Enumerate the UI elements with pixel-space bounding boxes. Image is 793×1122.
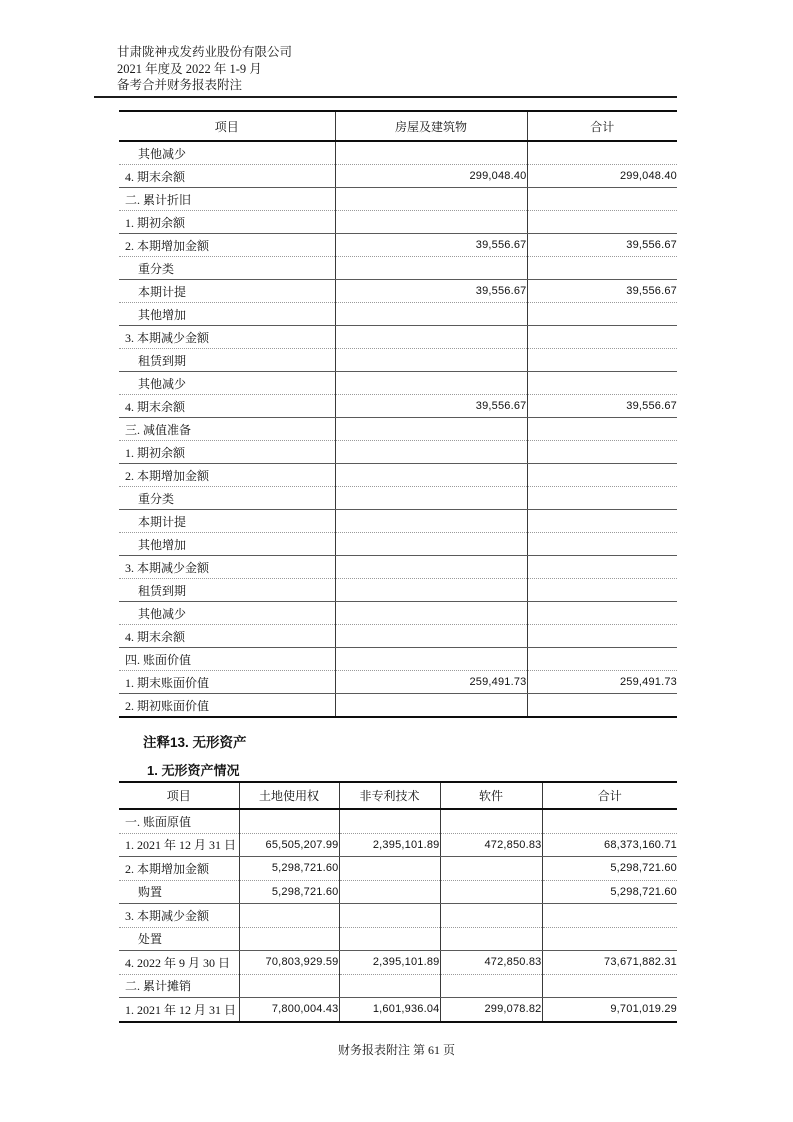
cell-value (335, 487, 527, 510)
row-label: 1. 2021 年 12 月 31 日 (125, 1002, 237, 1017)
row-label: 3. 本期减少金额 (119, 904, 239, 928)
cell-value (527, 694, 677, 718)
row-label: 租赁到期 (119, 579, 335, 602)
cell-value: 39,556.67 (335, 395, 527, 418)
table-row (119, 141, 677, 165)
table-row (119, 418, 677, 441)
fixed-assets-depreciation-table (119, 110, 677, 718)
cell-value: 39,556.67 (335, 234, 527, 257)
row-label: 4. 期末余额 (119, 165, 335, 188)
cell-value (527, 349, 677, 372)
table-row (119, 303, 677, 326)
row-label: 2. 期初账面价值 (125, 698, 210, 713)
row-label: 1. 期末账面价值 (119, 671, 335, 694)
cell-value (335, 533, 527, 556)
row-label: 一. 账面原值 (119, 809, 239, 833)
row-label: 二. 累计折旧 (119, 188, 335, 211)
row-label: 2. 本期增加金额 (119, 234, 335, 257)
column-header-land-use-rights: 土地使用权 (239, 782, 339, 809)
row-label: 4. 2022 年 9 月 30 日 (119, 951, 239, 975)
cell-value (335, 441, 527, 464)
table-row (119, 395, 677, 418)
cell-value (335, 257, 527, 280)
column-header-total: 合计 (527, 111, 677, 141)
cell-value (527, 418, 677, 441)
row-label: 本期计提 (119, 280, 335, 303)
cell-value (527, 579, 677, 602)
table-row (119, 880, 677, 904)
row-label: 其他减少 (119, 141, 335, 165)
company-name: 甘肃陇神戎发药业股份有限公司 (117, 45, 293, 59)
cell-value (527, 211, 677, 234)
cell-value: 299,048.40 (527, 165, 677, 188)
cell-value: 299,078.82 (440, 998, 542, 1022)
row-label: 购置 (119, 880, 239, 904)
cell-value (335, 211, 527, 234)
cell-value (440, 927, 542, 951)
cell-value: 7,800,004.43 (239, 998, 339, 1022)
table-row (119, 165, 677, 188)
cell-value (335, 579, 527, 602)
column-header-item: 项目 (119, 111, 335, 141)
cell-value (527, 188, 677, 211)
table-header-row (119, 111, 677, 141)
column-header-nonpatent-tech: 非专利技术 (339, 782, 440, 809)
cell-value: 70,803,929.59 (239, 951, 339, 975)
cell-value (527, 372, 677, 395)
cell-value (440, 809, 542, 833)
row-label: 本期计提 (119, 510, 335, 533)
cell-value: 2,395,101.89 (339, 951, 440, 975)
cell-value (527, 441, 677, 464)
cell-value (335, 694, 527, 718)
cell-value (239, 809, 339, 833)
cell-value (335, 556, 527, 579)
cell-value (527, 556, 677, 579)
row-label: 三. 减值准备 (119, 418, 335, 441)
row-label: 1. 2021 年 12 月 31 日 (119, 833, 239, 857)
cell-value (527, 487, 677, 510)
cell-value (527, 326, 677, 349)
cell-value: 5,298,721.60 (542, 857, 677, 881)
cell-value (527, 464, 677, 487)
column-header-item: 项目 (119, 782, 239, 809)
cell-value: 5,298,721.60 (239, 880, 339, 904)
cell-value (339, 880, 440, 904)
cell-value (339, 974, 440, 998)
cell-value (335, 418, 527, 441)
row-label: 4. 期末余额 (119, 395, 335, 418)
row-label: 二. 累计摊销 (119, 974, 239, 998)
document-header (117, 44, 292, 94)
note-13-title: 注释13. 无形资产 (143, 735, 247, 750)
intangible-assets-subtitle: 1. 无形资产情况 (147, 763, 240, 778)
table-row (119, 998, 677, 1022)
cell-value (542, 974, 677, 998)
cell-value (542, 809, 677, 833)
cell-value (339, 927, 440, 951)
cell-value: 5,298,721.60 (239, 857, 339, 881)
table-row (119, 951, 677, 975)
cell-value (440, 904, 542, 928)
cell-value: 39,556.67 (527, 234, 677, 257)
cell-value: 259,491.73 (527, 671, 677, 694)
table-row (119, 280, 677, 303)
table-row (119, 974, 677, 998)
report-title: 备考合并财务报表附注 (117, 78, 243, 92)
row-label: 4. 期末余额 (119, 625, 335, 648)
column-header-buildings: 房屋及建筑物 (335, 111, 527, 141)
cell-value: 39,556.67 (335, 280, 527, 303)
cell-value: 65,505,207.99 (239, 833, 339, 857)
table-row (119, 349, 677, 372)
cell-value (335, 648, 527, 671)
table-row (119, 602, 677, 625)
cell-value (239, 927, 339, 951)
table-row (119, 372, 677, 395)
cell-value (527, 257, 677, 280)
cell-value (440, 857, 542, 881)
table-row (119, 188, 677, 211)
row-label: 四. 账面价值 (119, 648, 335, 671)
table-row (119, 694, 677, 718)
table-row (119, 904, 677, 928)
row-label: 重分类 (119, 487, 335, 510)
cell-value (527, 510, 677, 533)
table-row (119, 211, 677, 234)
cell-value (339, 809, 440, 833)
cell-value (527, 625, 677, 648)
cell-value (527, 303, 677, 326)
cell-value (239, 974, 339, 998)
cell-value (335, 326, 527, 349)
header-divider (94, 96, 677, 98)
cell-value: 39,556.67 (527, 280, 677, 303)
row-label: 处置 (119, 927, 239, 951)
row-label: 3. 本期减少金额 (119, 326, 335, 349)
cell-value (440, 880, 542, 904)
cell-value: 1,601,936.04 (339, 998, 440, 1022)
cell-value: 472,850.83 (440, 951, 542, 975)
cell-value (527, 141, 677, 165)
table-row (119, 510, 677, 533)
row-label: 其他增加 (119, 533, 335, 556)
row-label: 2. 本期增加金额 (119, 857, 239, 881)
cell-value: 39,556.67 (527, 395, 677, 418)
cell-value (527, 648, 677, 671)
row-label: 3. 本期减少金额 (119, 556, 335, 579)
table-row (119, 927, 677, 951)
table-row (119, 833, 677, 857)
table-row (119, 648, 677, 671)
row-label: 租赁到期 (119, 349, 335, 372)
table-row (119, 234, 677, 257)
cell-value: 472,850.83 (440, 833, 542, 857)
table-row (119, 464, 677, 487)
row-label: 1. 期初余额 (119, 441, 335, 464)
report-period: 2021 年度及 2022 年 1-9 月 (117, 61, 262, 76)
table-row (119, 441, 677, 464)
cell-value (440, 974, 542, 998)
cell-value: 259,491.73 (335, 671, 527, 694)
column-header-software: 软件 (440, 782, 542, 809)
table-row (119, 809, 677, 833)
table-row (119, 326, 677, 349)
cell-value (335, 141, 527, 165)
row-label: 2. 本期增加金额 (119, 464, 335, 487)
cell-value (335, 349, 527, 372)
page-footer: 财务报表附注 第 61 页 (337, 1043, 455, 1057)
table-row (119, 671, 677, 694)
cell-value: 2,395,101.89 (339, 833, 440, 857)
table-row (119, 556, 677, 579)
table-row (119, 857, 677, 881)
table-row (119, 533, 677, 556)
cell-value: 5,298,721.60 (542, 880, 677, 904)
cell-value (335, 188, 527, 211)
cell-value: 9,701,019.29 (542, 998, 677, 1022)
row-label: 其他减少 (119, 372, 335, 395)
row-label: 1. 期初余额 (119, 211, 335, 234)
column-header-total: 合计 (542, 782, 677, 809)
cell-value (335, 464, 527, 487)
cell-value (335, 372, 527, 395)
table-row (119, 579, 677, 602)
cell-value: 73,671,882.31 (542, 951, 677, 975)
cell-value (527, 533, 677, 556)
row-label: 其他减少 (119, 602, 335, 625)
cell-value (239, 904, 339, 928)
row-label: 重分类 (119, 257, 335, 280)
cell-value (527, 602, 677, 625)
cell-value (335, 510, 527, 533)
table-row (119, 625, 677, 648)
cell-value (542, 904, 677, 928)
cell-value (339, 904, 440, 928)
cell-value (335, 602, 527, 625)
cell-value (339, 857, 440, 881)
cell-value (542, 927, 677, 951)
table-row (119, 487, 677, 510)
cell-value: 299,048.40 (335, 165, 527, 188)
cell-value (335, 303, 527, 326)
cell-value: 68,373,160.71 (542, 833, 677, 857)
intangible-assets-table (119, 781, 677, 1023)
table-row (119, 257, 677, 280)
row-label: 其他增加 (119, 303, 335, 326)
cell-value (335, 625, 527, 648)
table-header-row (119, 782, 677, 809)
